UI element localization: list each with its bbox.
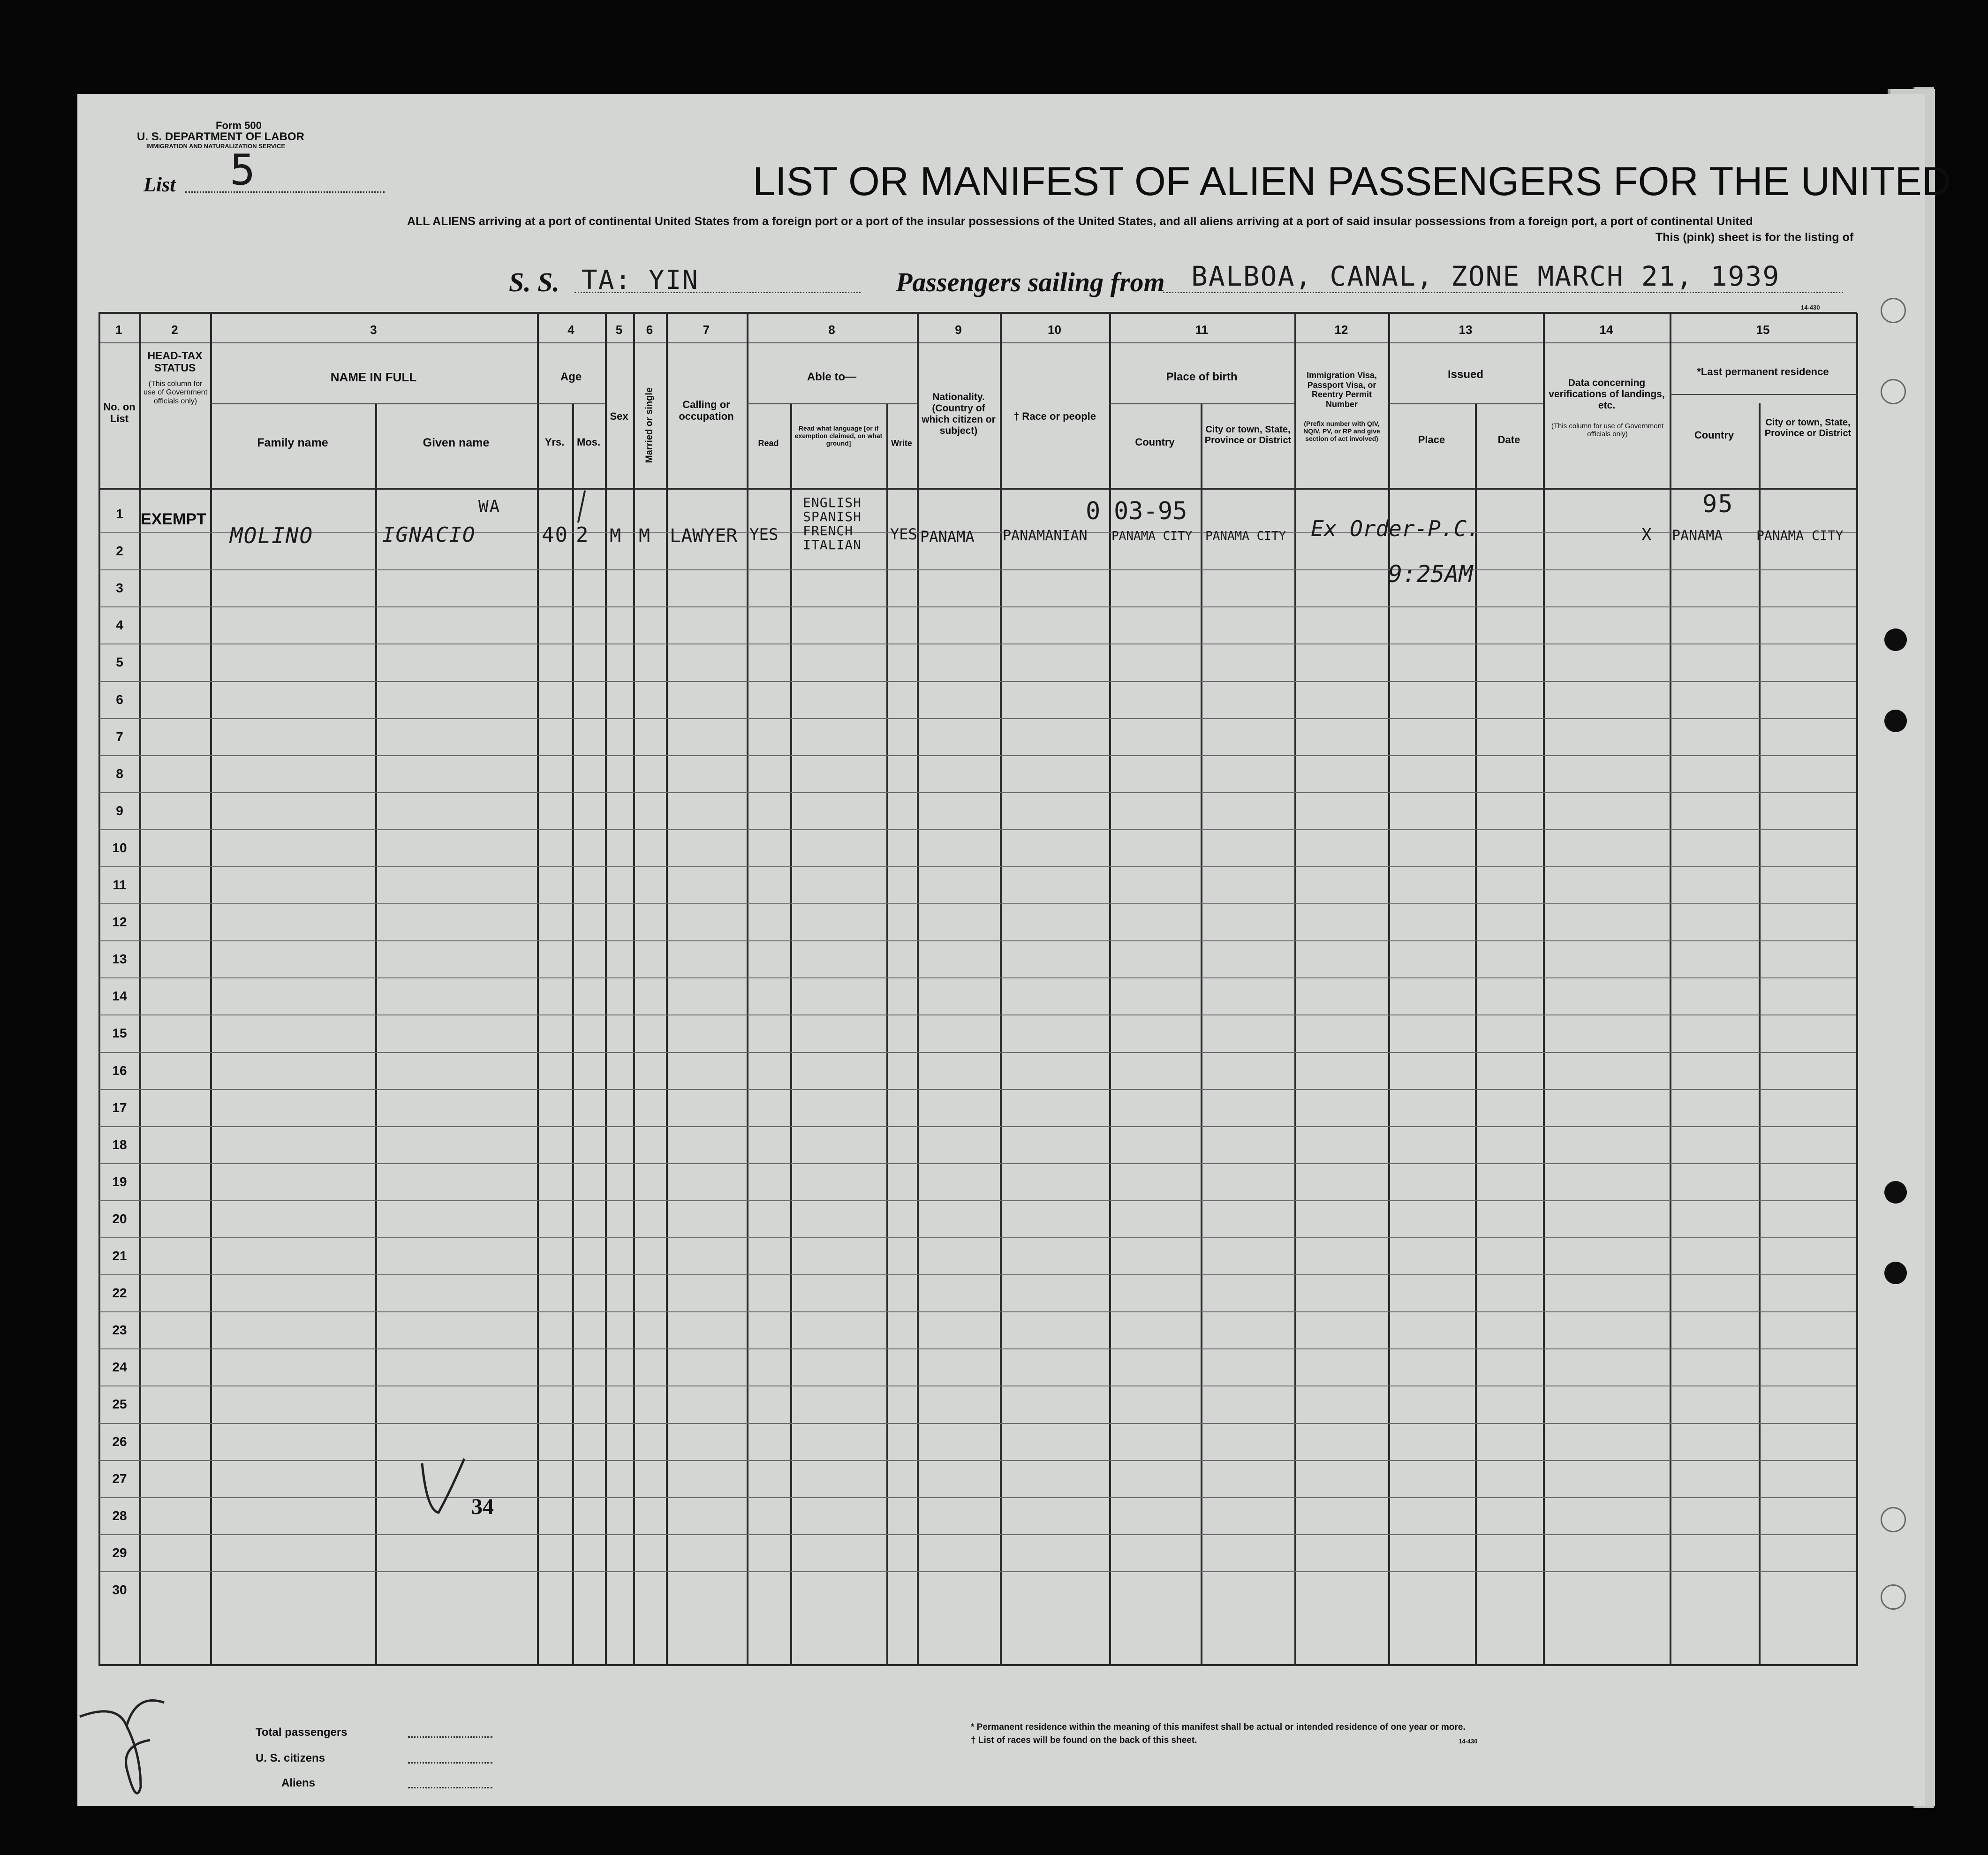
form-stamp: 14-430 [1801, 304, 1820, 311]
row-line [99, 829, 1856, 830]
footer-stamp: 14-430 [1459, 1738, 1478, 1745]
column-line [1109, 313, 1111, 1666]
header-issued-date: Date [1497, 434, 1520, 446]
column-number: 7 [703, 323, 710, 337]
row-line [99, 606, 1856, 607]
header-headtax: HEAD-TAX STATUS [147, 349, 203, 374]
column-line [572, 403, 574, 1666]
row-number: 30 [112, 1582, 127, 1597]
language-4: ITALIAN [803, 537, 862, 553]
annotation-number: 34 [471, 1494, 494, 1519]
column-number: 9 [955, 323, 962, 337]
sailing-from-value: BALBOA, CANAL, ZONE MARCH 21, 1939 [1191, 260, 1780, 292]
headtax-status: EXEMPT [141, 510, 206, 528]
race: PANAMANIAN [1003, 528, 1088, 544]
binder-hole-icon [1881, 298, 1906, 323]
header-place-of-birth: Place of birth [1166, 371, 1238, 383]
row-number: 29 [112, 1545, 127, 1560]
column-number: 1 [115, 323, 122, 337]
column-line [210, 313, 212, 1666]
pob-code: 03-95 [1114, 497, 1187, 525]
can-read: YES [749, 525, 779, 544]
row-line [99, 1163, 1856, 1164]
row-line [99, 1571, 1856, 1572]
column-line [790, 403, 792, 1666]
can-write: YES [890, 525, 917, 543]
row-line [99, 792, 1856, 793]
footnote-races: † List of races will be found on the back of this sheet. [971, 1735, 1197, 1745]
row-number: 9 [116, 803, 123, 818]
column-line [1201, 403, 1202, 1666]
subheader-line [1670, 394, 1857, 395]
aliens-field [408, 1787, 492, 1788]
header-write: Write [891, 439, 912, 448]
aliens-label: Aliens [281, 1777, 316, 1789]
visa-note: 9:25AM [1388, 560, 1473, 588]
language-3: FRENCH [803, 523, 854, 538]
header-sex: Sex [610, 410, 628, 422]
header-yrs: Yrs. [544, 436, 565, 448]
header-last-residence: *Last permanent residence [1697, 366, 1829, 378]
column-number: 11 [1195, 323, 1209, 337]
table-bottom-border [98, 1664, 1857, 1666]
us-citizens-field [408, 1762, 492, 1764]
column-number: 2 [171, 323, 178, 337]
column-number: 10 [1048, 323, 1061, 337]
department-name: U. S. DEPARTMENT OF LABOR [137, 130, 304, 143]
form-number: Form 500 [216, 120, 262, 131]
subtitle-line-1: ALL ALIENS arriving at a port of continental United States from a foreign port or a port of the insular possessions of the United States, and all aliens arriving at a port of said insular possessions from a foreign port, a port of continental United [407, 215, 1753, 228]
column-number: 14 [1599, 323, 1613, 337]
subheader-line [537, 403, 606, 404]
header-no-on-list: No. on List [103, 401, 136, 425]
binder-hole-icon [1884, 710, 1907, 732]
row-line [99, 718, 1856, 719]
subheader-line [1388, 403, 1543, 404]
check-mark-icon [413, 1454, 469, 1524]
column-number: 3 [370, 323, 377, 337]
row-number: 15 [112, 1026, 127, 1041]
header-pob-country: Country [1135, 436, 1175, 448]
row-line [99, 1126, 1856, 1127]
header-family-name: Family name [257, 436, 328, 449]
given-name: IGNACIO [382, 523, 476, 547]
row-number: 23 [112, 1323, 127, 1338]
header-headtax-note: (This column for use of Government officials only) [143, 380, 208, 405]
row-number: 24 [112, 1360, 127, 1375]
family-name: MOLINO [230, 523, 314, 548]
list-value: 5 [230, 145, 257, 195]
row-number: 17 [112, 1100, 127, 1115]
row-number: 22 [112, 1286, 127, 1301]
total-passengers-label: Total passengers [256, 1726, 348, 1739]
age-months: 2 [576, 523, 590, 547]
row-number: 6 [116, 692, 123, 707]
list-label: List [144, 173, 176, 196]
column-number: 12 [1334, 323, 1348, 337]
pob-city: PANAMA CITY [1205, 529, 1286, 543]
column-line [605, 313, 607, 1666]
row-number: 16 [112, 1063, 127, 1078]
binder-hole-icon [1884, 1181, 1907, 1204]
table-left-border [98, 313, 100, 1666]
row-line [99, 1460, 1856, 1461]
row-line [99, 977, 1856, 978]
column-line [1475, 403, 1477, 1666]
binder-hole-icon [1881, 379, 1906, 404]
sailing-label: Passengers sailing from [896, 267, 1165, 297]
header-visa: Immigration Visa, Passport Visa, or Reentry Permit Number [1307, 371, 1377, 409]
header-lr-city: City or town, State, Province or District [1764, 417, 1852, 439]
row-number: 28 [112, 1508, 127, 1523]
row-number: 19 [112, 1174, 127, 1189]
binder-hole-icon [1884, 1262, 1907, 1284]
header-name-in-full: NAME IN FULL [330, 370, 417, 384]
row-line [99, 940, 1856, 941]
column-line [1759, 403, 1761, 1666]
header-nationality: Nationality. (Country of which citizen or subject) [922, 392, 996, 437]
race-mark: 0 [1086, 497, 1102, 525]
column-number: 15 [1756, 323, 1770, 337]
page-title: LIST OR MANIFEST OF ALIEN PASSENGERS FOR THE UNITED [753, 159, 1951, 204]
row-line [99, 532, 1856, 533]
header-age: Age [560, 371, 582, 383]
row-line [99, 1311, 1856, 1312]
binder-hole-icon [1881, 1584, 1906, 1610]
column-number: 6 [646, 323, 653, 337]
column-number: 5 [615, 323, 623, 337]
row-line [99, 903, 1856, 904]
married-status: M [639, 525, 651, 547]
row-line [99, 1348, 1856, 1349]
row-line [99, 1534, 1856, 1535]
header-bottom-border [98, 488, 1857, 490]
total-passengers-field [408, 1736, 492, 1738]
column-line [666, 313, 668, 1666]
binder-hole-icon [1884, 628, 1907, 651]
row-number: 18 [112, 1137, 127, 1152]
row-line [99, 1052, 1856, 1053]
row-line [99, 755, 1856, 756]
pob-country: PANAMA CITY [1111, 529, 1193, 543]
ship-name: TA: YIN [582, 265, 699, 295]
header-read: Read [758, 439, 779, 448]
subheader-line [210, 403, 538, 404]
sex: M [610, 525, 622, 547]
header-visa-note: (Prefix number with QIV, NQIV, PV, or RP and give section of act involved) [1303, 420, 1380, 443]
residence-city: PANAMA CITY [1756, 528, 1844, 543]
column-line [1294, 313, 1296, 1666]
residence-code: 95 [1702, 490, 1734, 518]
language-2: SPANISH [803, 509, 862, 524]
row-number: 1 [116, 507, 123, 521]
row-line [99, 681, 1856, 682]
table-right-border [1856, 313, 1858, 1666]
row-number: 10 [112, 840, 127, 855]
row-number: 4 [116, 618, 123, 633]
row-number: 8 [116, 766, 123, 781]
handwritten-mark-icon [70, 1674, 220, 1810]
header-mos: Mos. [576, 436, 601, 448]
residence-country: PANAMA [1672, 528, 1723, 544]
row-number: 12 [112, 915, 127, 930]
header-calling: Calling or occupation [679, 399, 734, 423]
language-1: ENGLISH [803, 495, 862, 510]
footnote-residence: * Permanent residence within the meaning of this manifest shall be actual or intended residence of one year or more. [971, 1722, 1466, 1732]
row-number: 7 [116, 729, 123, 744]
row-number: 13 [112, 952, 127, 967]
subheader-line [747, 403, 918, 404]
occupation: LAWYER [670, 525, 738, 547]
header-race: † Race or people [1013, 410, 1096, 422]
header-given-name: Given name [423, 436, 490, 449]
subtitle-line-2: This (pink) sheet is for the listing of [1655, 231, 1854, 244]
row-number: 26 [112, 1434, 127, 1449]
header-lr-country: Country [1694, 429, 1734, 441]
column-line [633, 313, 635, 1666]
column-number: 4 [567, 323, 574, 337]
header-able-to: Able to— [807, 371, 857, 383]
column-line [917, 313, 919, 1666]
service-name: IMMIGRATION AND NATURALIZATION SERVICE [146, 143, 286, 150]
verification-mark: X [1641, 525, 1653, 545]
binder-hole-icon [1881, 1507, 1906, 1532]
header-verifications: Data concerning verifications of landings, etc. [1549, 378, 1665, 411]
column-line [375, 403, 377, 1666]
colnum-divider [98, 342, 1857, 343]
column-line [747, 313, 748, 1666]
row-number: 20 [112, 1211, 127, 1226]
row-line [99, 1089, 1856, 1090]
us-citizens-label: U. S. citizens [256, 1752, 325, 1764]
column-line [1670, 313, 1671, 1666]
row-number: 27 [112, 1471, 127, 1486]
header-pob-city: City or town, State, Province or District [1204, 424, 1292, 446]
row-line [99, 1497, 1856, 1498]
row-line [99, 569, 1856, 570]
column-line [537, 313, 539, 1666]
row-line [99, 1274, 1856, 1275]
row-number: 14 [112, 989, 127, 1004]
subheader-line [1109, 403, 1294, 404]
list-field-line [185, 191, 385, 193]
nationality: PANAMA [920, 528, 975, 545]
row-line [99, 866, 1856, 867]
column-number: 13 [1459, 323, 1473, 337]
visa-number: Ex Order-P.C. [1311, 516, 1480, 541]
column-number: 8 [828, 323, 835, 337]
row-line [99, 1423, 1856, 1424]
header-married: Married or single [644, 387, 655, 463]
ss-label: S. S. [509, 267, 560, 297]
row-line [99, 1237, 1856, 1238]
header-verifications-note: (This column for use of Government officials only) [1551, 422, 1664, 439]
row-number: 21 [112, 1249, 127, 1263]
row-number: 25 [112, 1397, 127, 1412]
column-line [1543, 313, 1545, 1666]
header-issued: Issued [1447, 368, 1484, 381]
row-number: 5 [116, 655, 123, 670]
table-top-border [98, 312, 1857, 314]
row-number: 11 [113, 878, 127, 892]
row-number: 2 [116, 544, 123, 559]
header-read-language: Read what language [or if exemption claimed, on what ground] [794, 424, 883, 447]
age-years: 40 [542, 523, 568, 547]
given-name-mark: WA [478, 497, 501, 516]
column-line [1000, 313, 1002, 1666]
column-line [886, 403, 888, 1666]
header-issued-place: Place [1418, 434, 1445, 446]
row-line [99, 1200, 1856, 1201]
row-number: 3 [116, 581, 123, 596]
